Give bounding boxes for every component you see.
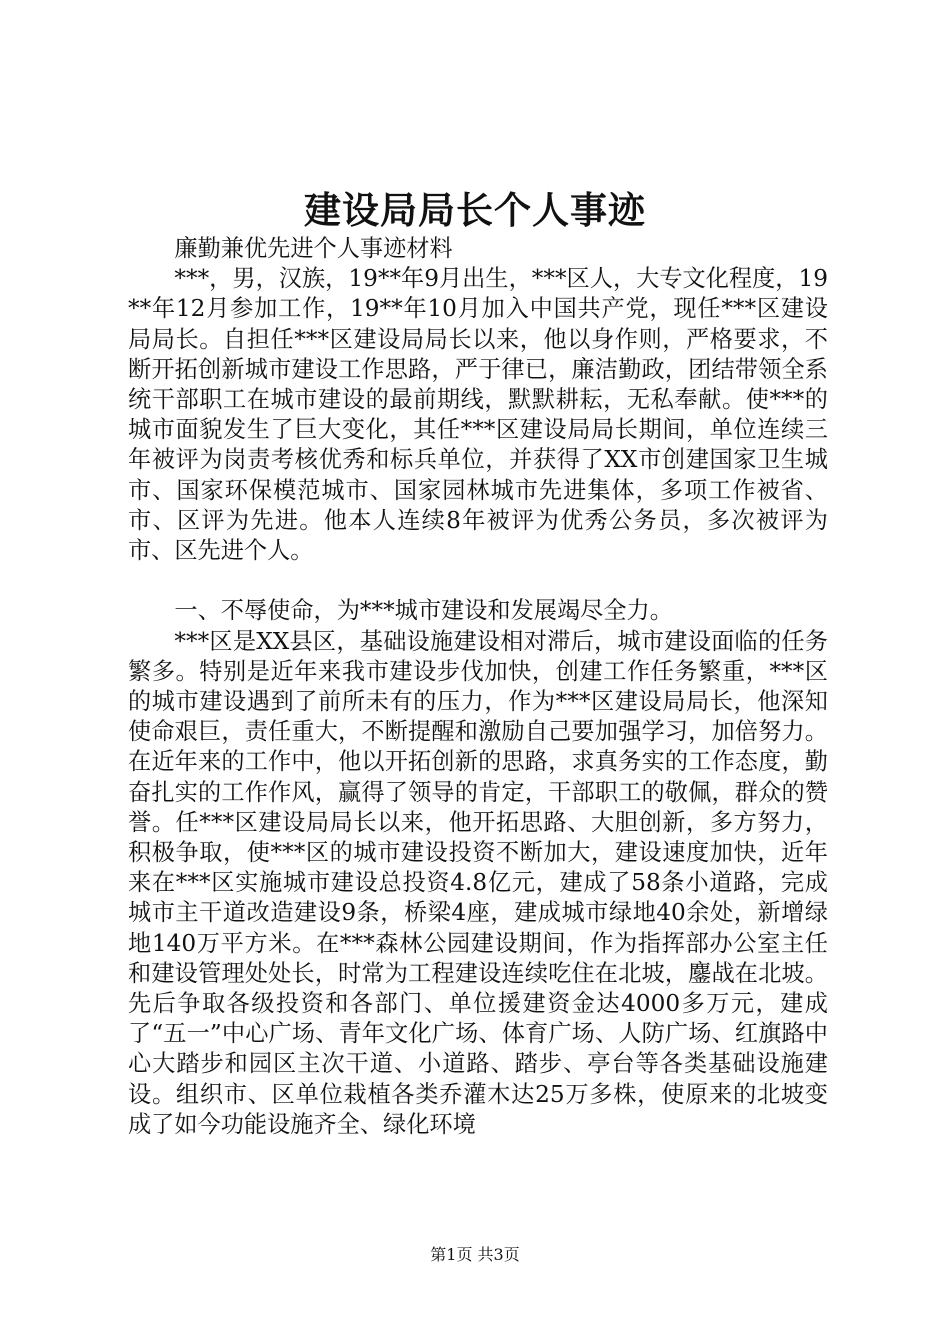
subtitle-paragraph: 廉勤兼优先进个人事迹材料 xyxy=(174,235,453,262)
document-title: 建设局局长个人事迹 xyxy=(304,188,646,232)
paragraph-spacer xyxy=(128,566,828,596)
page-footer: 第1页 共3页 xyxy=(430,1245,520,1264)
section-heading: 一、不辱使命，为***城市建设和发展竭尽全力。 xyxy=(174,597,673,625)
intro-paragraph: ***，男，汉族，19**年9月出生，***区人，大专文化程度，19**年12月参加工作，19**年10月加入中国共产党，现任***区建设局局长。自担任***区建设局局长以来，他以身作则，严格要求，不断开拓创新城市建设工作思路，严于律已，廉洁勤政，团结带领全系统干部职工在城市建设的最前期线，默默耕耘，无私奉献。使***的城市面貌发生了巨大变化，其任***区建设局局长期间，单位连续三年被评为岗责考核优秀和标兵单位，并获得了XX市创建国家卫生城市、国家环保模范城市、国家园林城市先进集体，多项工作被省、市、区评为先进。他本人连续8年被评为优秀公务员，多次被评为市、区先进个人。 xyxy=(128,265,828,565)
document-body xyxy=(128,234,828,1140)
section-paragraph: ***区是XX县区，基础设施建设相对滞后，城市建设面临的任务繁多。特别是近年来我市建设步伐加快，创建工作任务繁重，***区的城市建设遇到了前所未有的压力，作为***区建设局局长，他深知使命艰巨，责任重大，不断提醒和激励自己要加强学习，加倍努力。在近年来的工作中，他以开拓创新的思路，求真务实的工作态度，勤奋扎实的工作作风，赢得了领导的肯定，干部职工的敬佩，群众的赞誉。任***区建设局局长以来，他开拓思路、大胆创新，多方努力，积极争取，使***区的城市建设投资不断加大，建设速度加快，近年来在***区实施城市建设总投资4.8亿元，建成了58条小道路，完成城市主干道改造建设9条，桥梁4座，建成城市绿地40余处，新增绿地140万平方米。在***森林公园建设期间，作为指挥部办公室主任和建设管理处处长，时常为工程建设连续吃住在北坡，鏖战在北坡。先后争取各级投资和各部门、单位援建资金达4000多万元，建成了“五一”中心广场、青年文化广场、体育广场、人防广场、红旗路中心大踏步和园区主次干道、小道路、踏步、亭台等各类基础设施建设。组织市、区单位栽植各类乔灌木达25万多株，使原来的北坡变成了如今功能设施齐全、绿化环境 xyxy=(128,627,828,1138)
